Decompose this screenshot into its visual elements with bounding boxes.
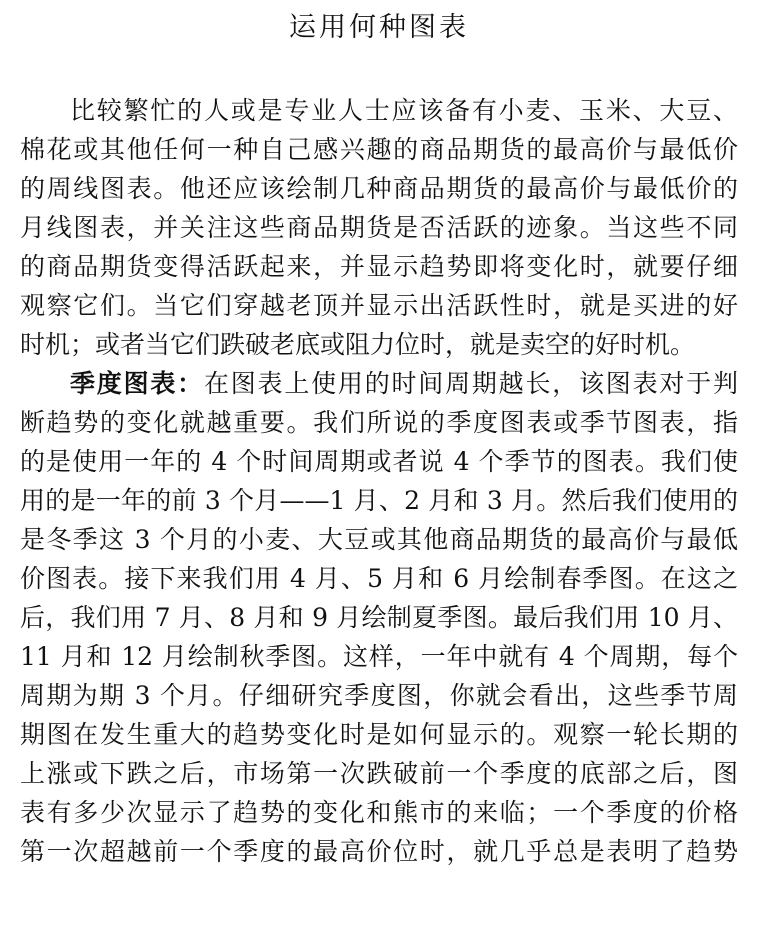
paragraph-2-first-text: 在图表上使用的时间周期越长，该图表对于判: [203, 369, 738, 398]
paragraph-2-line: 是冬季这 3 个月的小麦、大豆或其他商品期货的最高价与最低: [20, 525, 738, 554]
section-heading-quarterly-chart: 季度图表：: [70, 369, 204, 398]
paragraph-1-line: 的周线图表。他还应该绘制几种商品期货的最高价与最低价的: [20, 174, 738, 203]
paragraph-2-line: 用的是一年的前 3 个月——1 月、2 月和 3 月。然后我们使用的: [20, 486, 738, 515]
paragraph-2-line: 上涨或下跌之后，市场第一次跌破前一个季度的底部之后，图: [20, 759, 738, 788]
paragraph-1-line: 比较繁忙的人或是专业人士应该备有小麦、玉米、大豆、: [70, 96, 738, 125]
paragraph-2-line: 断趋势的变化就越重要。我们所说的季度图表或季节图表，指: [20, 408, 738, 437]
paragraph-1-line: 观察它们。当它们穿越老顶并显示出活跃性时，就是买进的好: [20, 291, 738, 320]
paragraph-2-line: 11 月和 12 月绘制秋季图。这样，一年中就有 4 个周期，每个: [20, 642, 738, 671]
paragraph-2-line: 周期为期 3 个月。仔细研究季度图，你就会看出，这些季节周: [20, 681, 738, 710]
paragraph-2-line: 表有多少次显示了趋势的变化和熊市的来临；一个季度的价格: [20, 798, 738, 827]
paragraph-1-line: 时机；或者当它们跌破老底或阻力位时，就是卖空的好时机。: [20, 330, 696, 359]
paragraph-2-line: 期图在发生重大的趋势变化时是如何显示的。观察一轮长期的: [20, 720, 738, 749]
paragraph-2-line: 第一次超越前一个季度的最高价位时，就几乎总是表明了趋势: [20, 837, 738, 866]
paragraph-2-line: 价图表。接下来我们用 4 月、5 月和 6 月绘制春季图。在这之: [20, 564, 738, 593]
paragraph-2-line: 的是使用一年的 4 个时间周期或者说 4 个季节的图表。我们使: [20, 447, 738, 476]
paragraph-1-line: 月线图表，并关注这些商品期货是否活跃的迹象。当这些不同: [20, 213, 738, 242]
paragraph-2-first-line: [20, 364, 738, 403]
paragraph-1-line: 棉花或其他任何一种自己感兴趣的商品期货的最高价与最低价: [20, 135, 738, 164]
body-text: [20, 91, 738, 871]
paragraph-1-line: 的商品期货变得活跃起来，并显示趋势即将变化时，就要仔细: [20, 252, 738, 281]
page-title: 运用何种图表: [289, 12, 469, 43]
paragraph-2-line: 后，我们用 7 月、8 月和 9 月绘制夏季图。最后我们用 10 月、: [20, 603, 738, 632]
